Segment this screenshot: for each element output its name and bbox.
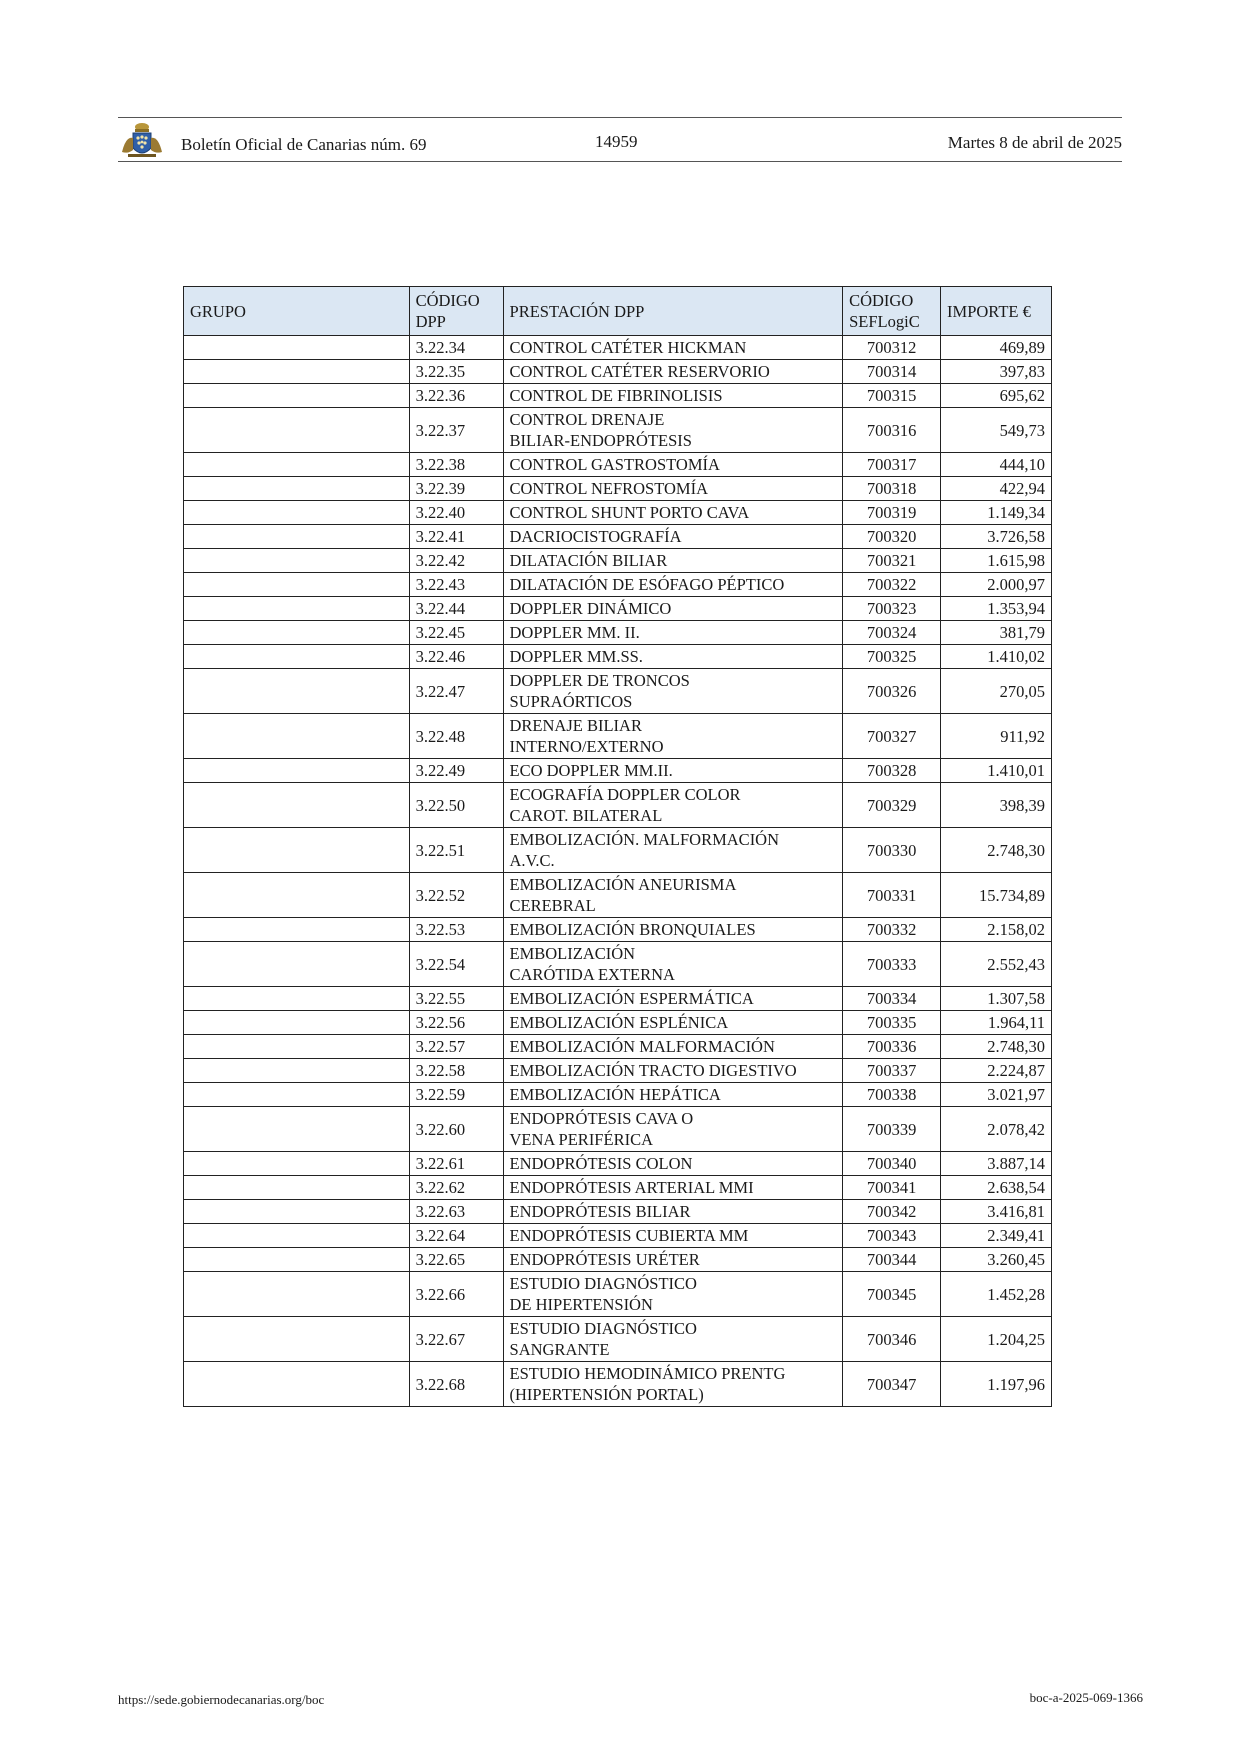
cell-importe: 3.416,81 — [941, 1200, 1052, 1224]
cell-codigo-dpp: 3.22.51 — [409, 828, 503, 873]
cell-grupo — [184, 408, 410, 453]
cell-importe: 1.204,25 — [941, 1317, 1052, 1362]
cell-codigo-sef: 700347 — [843, 1362, 941, 1407]
cell-importe: 3.887,14 — [941, 1152, 1052, 1176]
cell-grupo — [184, 453, 410, 477]
cell-grupo — [184, 669, 410, 714]
table-row — [184, 1083, 1052, 1107]
cell-codigo-dpp: 3.22.39 — [409, 477, 503, 501]
cell-codigo-dpp: 3.22.65 — [409, 1248, 503, 1272]
cell-codigo-sef: 700324 — [843, 621, 941, 645]
cell-prestacion: DOPPLER DE TRONCOS SUPRAÓRTICOS — [503, 669, 843, 714]
cell-grupo — [184, 1011, 410, 1035]
cell-codigo-dpp: 3.22.45 — [409, 621, 503, 645]
cell-codigo-dpp: 3.22.56 — [409, 1011, 503, 1035]
cell-codigo-sef: 700321 — [843, 549, 941, 573]
table-row — [184, 621, 1052, 645]
cell-prestacion: ESTUDIO DIAGNÓSTICO DE HIPERTENSIÓN — [503, 1272, 843, 1317]
cell-grupo — [184, 477, 410, 501]
cell-grupo — [184, 987, 410, 1011]
cell-grupo — [184, 828, 410, 873]
cell-grupo — [184, 1362, 410, 1407]
cell-codigo-sef: 700339 — [843, 1107, 941, 1152]
cell-importe: 3.021,97 — [941, 1083, 1052, 1107]
cell-codigo-dpp: 3.22.62 — [409, 1176, 503, 1200]
page-number: 14959 — [595, 132, 638, 151]
cell-codigo-sef: 700334 — [843, 987, 941, 1011]
cell-prestacion: ENDOPRÓTESIS COLON — [503, 1152, 843, 1176]
cell-importe: 1.615,98 — [941, 549, 1052, 573]
cell-prestacion: ECO DOPPLER MM.II. — [503, 759, 843, 783]
cell-codigo-dpp: 3.22.54 — [409, 942, 503, 987]
cell-codigo-sef: 700316 — [843, 408, 941, 453]
cell-importe: 270,05 — [941, 669, 1052, 714]
cell-codigo-sef: 700330 — [843, 828, 941, 873]
cell-codigo-dpp: 3.22.48 — [409, 714, 503, 759]
cell-importe: 2.349,41 — [941, 1224, 1052, 1248]
cell-codigo-dpp: 3.22.58 — [409, 1059, 503, 1083]
cell-codigo-dpp: 3.22.55 — [409, 987, 503, 1011]
cell-codigo-dpp: 3.22.50 — [409, 783, 503, 828]
cell-codigo-sef: 700328 — [843, 759, 941, 783]
cell-grupo — [184, 360, 410, 384]
table-row — [184, 453, 1052, 477]
cell-codigo-sef: 700335 — [843, 1011, 941, 1035]
cell-prestacion: EMBOLIZACIÓN ESPLÉNICA — [503, 1011, 843, 1035]
table-row — [184, 759, 1052, 783]
cell-grupo — [184, 1200, 410, 1224]
cell-importe: 1.410,02 — [941, 645, 1052, 669]
cell-codigo-sef: 700317 — [843, 453, 941, 477]
cell-prestacion: EMBOLIZACIÓN BRONQUIALES — [503, 918, 843, 942]
footer-url[interactable]: https://sede.gobiernodecanarias.org/boc — [118, 1692, 325, 1707]
cell-grupo — [184, 1224, 410, 1248]
table-row — [184, 1152, 1052, 1176]
cell-prestacion: EMBOLIZACIÓN TRACTO DIGESTIVO — [503, 1059, 843, 1083]
cell-prestacion: DRENAJE BILIAR INTERNO/EXTERNO — [503, 714, 843, 759]
cell-prestacion: CONTROL DRENAJE BILIAR-ENDOPRÓTESIS — [503, 408, 843, 453]
cell-codigo-sef: 700323 — [843, 597, 941, 621]
cell-importe: 2.638,54 — [941, 1176, 1052, 1200]
cell-codigo-dpp: 3.22.60 — [409, 1107, 503, 1152]
cell-codigo-sef: 700341 — [843, 1176, 941, 1200]
cell-grupo — [184, 573, 410, 597]
cell-grupo — [184, 549, 410, 573]
cell-importe: 469,89 — [941, 336, 1052, 360]
cell-codigo-dpp: 3.22.59 — [409, 1083, 503, 1107]
cell-grupo — [184, 1317, 410, 1362]
cell-prestacion: CONTROL DE FIBRINOLISIS — [503, 384, 843, 408]
cell-importe: 2.000,97 — [941, 573, 1052, 597]
table-row — [184, 669, 1052, 714]
cell-codigo-sef: 700314 — [843, 360, 941, 384]
cell-importe: 1.410,01 — [941, 759, 1052, 783]
cell-importe: 422,94 — [941, 477, 1052, 501]
cell-codigo-sef: 700312 — [843, 336, 941, 360]
cell-grupo — [184, 1176, 410, 1200]
cell-importe: 2.078,42 — [941, 1107, 1052, 1152]
cell-prestacion: CONTROL SHUNT PORTO CAVA — [503, 501, 843, 525]
cell-codigo-dpp: 3.22.57 — [409, 1035, 503, 1059]
table-row — [184, 477, 1052, 501]
header-importe: IMPORTE € — [941, 287, 1052, 336]
table-row — [184, 783, 1052, 828]
table-row — [184, 408, 1052, 453]
cell-prestacion: EMBOLIZACIÓN. MALFORMACIÓN A.V.C. — [503, 828, 843, 873]
header-codigo-dpp: CÓDIGO DPP — [409, 287, 503, 336]
cell-grupo — [184, 1152, 410, 1176]
cell-importe: 15.734,89 — [941, 873, 1052, 918]
table-row — [184, 1059, 1052, 1083]
cell-prestacion: DOPPLER DINÁMICO — [503, 597, 843, 621]
cell-grupo — [184, 525, 410, 549]
cell-prestacion: CONTROL NEFROSTOMÍA — [503, 477, 843, 501]
table-row — [184, 336, 1052, 360]
cell-importe: 549,73 — [941, 408, 1052, 453]
table-row — [184, 501, 1052, 525]
cell-codigo-sef: 700344 — [843, 1248, 941, 1272]
cell-importe: 444,10 — [941, 453, 1052, 477]
cell-codigo-dpp: 3.22.49 — [409, 759, 503, 783]
cell-grupo — [184, 1107, 410, 1152]
cell-codigo-sef: 700345 — [843, 1272, 941, 1317]
cell-grupo — [184, 1272, 410, 1317]
cell-codigo-sef: 700332 — [843, 918, 941, 942]
cell-grupo — [184, 621, 410, 645]
table-header-row — [184, 287, 1052, 336]
table-row — [184, 597, 1052, 621]
cell-codigo-sef: 700315 — [843, 384, 941, 408]
table-row — [184, 1272, 1052, 1317]
cell-prestacion: CONTROL CATÉTER HICKMAN — [503, 336, 843, 360]
cell-importe: 2.552,43 — [941, 942, 1052, 987]
cell-codigo-sef: 700338 — [843, 1083, 941, 1107]
cell-codigo-dpp: 3.22.52 — [409, 873, 503, 918]
cell-importe: 381,79 — [941, 621, 1052, 645]
cell-grupo — [184, 336, 410, 360]
cell-codigo-dpp: 3.22.63 — [409, 1200, 503, 1224]
cell-grupo — [184, 714, 410, 759]
cell-codigo-dpp: 3.22.34 — [409, 336, 503, 360]
cell-grupo — [184, 783, 410, 828]
cell-prestacion: DACRIOCISTOGRAFÍA — [503, 525, 843, 549]
table-row — [184, 573, 1052, 597]
cell-codigo-dpp: 3.22.41 — [409, 525, 503, 549]
table-row — [184, 1035, 1052, 1059]
cell-codigo-sef: 700327 — [843, 714, 941, 759]
cell-codigo-dpp: 3.22.38 — [409, 453, 503, 477]
cell-grupo — [184, 918, 410, 942]
cell-grupo — [184, 1035, 410, 1059]
cell-prestacion: DILATACIÓN DE ESÓFAGO PÉPTICO — [503, 573, 843, 597]
cell-importe: 398,39 — [941, 783, 1052, 828]
cell-importe: 1.964,11 — [941, 1011, 1052, 1035]
cell-codigo-sef: 700319 — [843, 501, 941, 525]
table-row — [184, 918, 1052, 942]
footer-doc-id: boc-a-2025-069-1366 — [1029, 1690, 1143, 1705]
cell-prestacion: CONTROL CATÉTER RESERVORIO — [503, 360, 843, 384]
cell-codigo-dpp: 3.22.66 — [409, 1272, 503, 1317]
header-codigo-sef: CÓDIGO SEFLogiC — [843, 287, 941, 336]
cell-importe: 911,92 — [941, 714, 1052, 759]
table-row — [184, 549, 1052, 573]
cell-codigo-dpp: 3.22.46 — [409, 645, 503, 669]
cell-codigo-sef: 700343 — [843, 1224, 941, 1248]
cell-prestacion: EMBOLIZACIÓN CARÓTIDA EXTERNA — [503, 942, 843, 987]
table-row — [184, 1011, 1052, 1035]
cell-codigo-dpp: 3.22.61 — [409, 1152, 503, 1176]
cell-importe: 2.748,30 — [941, 828, 1052, 873]
header-grupo: GRUPO — [184, 287, 410, 336]
cell-prestacion: ESTUDIO HEMODINÁMICO PRENTG (HIPERTENSIÓN PORTAL) — [503, 1362, 843, 1407]
cell-importe: 3.260,45 — [941, 1248, 1052, 1272]
cell-codigo-sef: 700326 — [843, 669, 941, 714]
table-row — [184, 1248, 1052, 1272]
cell-importe: 1.452,28 — [941, 1272, 1052, 1317]
table-row — [184, 1362, 1052, 1407]
table-row — [184, 714, 1052, 759]
cell-codigo-sef: 700322 — [843, 573, 941, 597]
cell-codigo-sef: 700325 — [843, 645, 941, 669]
cell-codigo-sef: 700320 — [843, 525, 941, 549]
prestaciones-table — [183, 286, 1052, 1407]
cell-prestacion: ENDOPRÓTESIS URÉTER — [503, 1248, 843, 1272]
cell-prestacion: ENDOPRÓTESIS CAVA O VENA PERIFÉRICA — [503, 1107, 843, 1152]
cell-grupo — [184, 1083, 410, 1107]
table-row — [184, 384, 1052, 408]
cell-codigo-dpp: 3.22.37 — [409, 408, 503, 453]
table-row — [184, 1176, 1052, 1200]
cell-prestacion: EMBOLIZACIÓN HEPÁTICA — [503, 1083, 843, 1107]
cell-prestacion: EMBOLIZACIÓN MALFORMACIÓN — [503, 1035, 843, 1059]
table-row — [184, 1224, 1052, 1248]
cell-codigo-sef: 700337 — [843, 1059, 941, 1083]
cell-prestacion: ESTUDIO DIAGNÓSTICO SANGRANTE — [503, 1317, 843, 1362]
cell-grupo — [184, 645, 410, 669]
cell-codigo-dpp: 3.22.53 — [409, 918, 503, 942]
cell-prestacion: EMBOLIZACIÓN ESPERMÁTICA — [503, 987, 843, 1011]
cell-codigo-dpp: 3.22.35 — [409, 360, 503, 384]
cell-codigo-sef: 700331 — [843, 873, 941, 918]
cell-codigo-dpp: 3.22.36 — [409, 384, 503, 408]
cell-importe: 1.353,94 — [941, 597, 1052, 621]
publication-title: Boletín Oficial de Canarias núm. 69 — [181, 135, 427, 154]
cell-grupo — [184, 597, 410, 621]
page-header — [118, 117, 1122, 162]
cell-prestacion: DOPPLER MM. II. — [503, 621, 843, 645]
cell-prestacion: ENDOPRÓTESIS CUBIERTA MM — [503, 1224, 843, 1248]
cell-grupo — [184, 759, 410, 783]
cell-prestacion: EMBOLIZACIÓN ANEURISMA CEREBRAL — [503, 873, 843, 918]
cell-codigo-sef: 700333 — [843, 942, 941, 987]
cell-importe: 397,83 — [941, 360, 1052, 384]
cell-codigo-dpp: 3.22.47 — [409, 669, 503, 714]
table-row — [184, 1107, 1052, 1152]
header-prestacion: PRESTACIÓN DPP — [503, 287, 843, 336]
cell-codigo-sef: 700329 — [843, 783, 941, 828]
cell-importe: 1.307,58 — [941, 987, 1052, 1011]
cell-codigo-dpp: 3.22.42 — [409, 549, 503, 573]
canarias-coat-of-arms-icon — [120, 122, 164, 160]
table-row — [184, 942, 1052, 987]
cell-importe: 2.224,87 — [941, 1059, 1052, 1083]
table-row — [184, 873, 1052, 918]
cell-codigo-sef: 700318 — [843, 477, 941, 501]
table-row — [184, 360, 1052, 384]
publication-date: Martes 8 de abril de 2025 — [947, 133, 1122, 152]
table-row — [184, 828, 1052, 873]
cell-grupo — [184, 501, 410, 525]
cell-codigo-dpp: 3.22.67 — [409, 1317, 503, 1362]
cell-grupo — [184, 1248, 410, 1272]
cell-prestacion: DILATACIÓN BILIAR — [503, 549, 843, 573]
table-row — [184, 1317, 1052, 1362]
cell-prestacion: ECOGRAFÍA DOPPLER COLOR CAROT. BILATERAL — [503, 783, 843, 828]
cell-importe: 1.149,34 — [941, 501, 1052, 525]
cell-prestacion: ENDOPRÓTESIS ARTERIAL MMI — [503, 1176, 843, 1200]
cell-importe: 3.726,58 — [941, 525, 1052, 549]
cell-grupo — [184, 1059, 410, 1083]
cell-codigo-dpp: 3.22.40 — [409, 501, 503, 525]
cell-importe: 2.158,02 — [941, 918, 1052, 942]
table-row — [184, 525, 1052, 549]
cell-importe: 2.748,30 — [941, 1035, 1052, 1059]
cell-grupo — [184, 942, 410, 987]
cell-codigo-dpp: 3.22.43 — [409, 573, 503, 597]
cell-codigo-sef: 700336 — [843, 1035, 941, 1059]
cell-prestacion: DOPPLER MM.SS. — [503, 645, 843, 669]
cell-codigo-sef: 700340 — [843, 1152, 941, 1176]
cell-prestacion: CONTROL GASTROSTOMÍA — [503, 453, 843, 477]
cell-grupo — [184, 873, 410, 918]
cell-importe: 695,62 — [941, 384, 1052, 408]
cell-prestacion: ENDOPRÓTESIS BILIAR — [503, 1200, 843, 1224]
cell-codigo-dpp: 3.22.68 — [409, 1362, 503, 1407]
cell-importe: 1.197,96 — [941, 1362, 1052, 1407]
table-row — [184, 645, 1052, 669]
cell-grupo — [184, 384, 410, 408]
table-row — [184, 1200, 1052, 1224]
cell-codigo-sef: 700346 — [843, 1317, 941, 1362]
cell-codigo-dpp: 3.22.44 — [409, 597, 503, 621]
cell-codigo-dpp: 3.22.64 — [409, 1224, 503, 1248]
cell-codigo-sef: 700342 — [843, 1200, 941, 1224]
table-row — [184, 987, 1052, 1011]
